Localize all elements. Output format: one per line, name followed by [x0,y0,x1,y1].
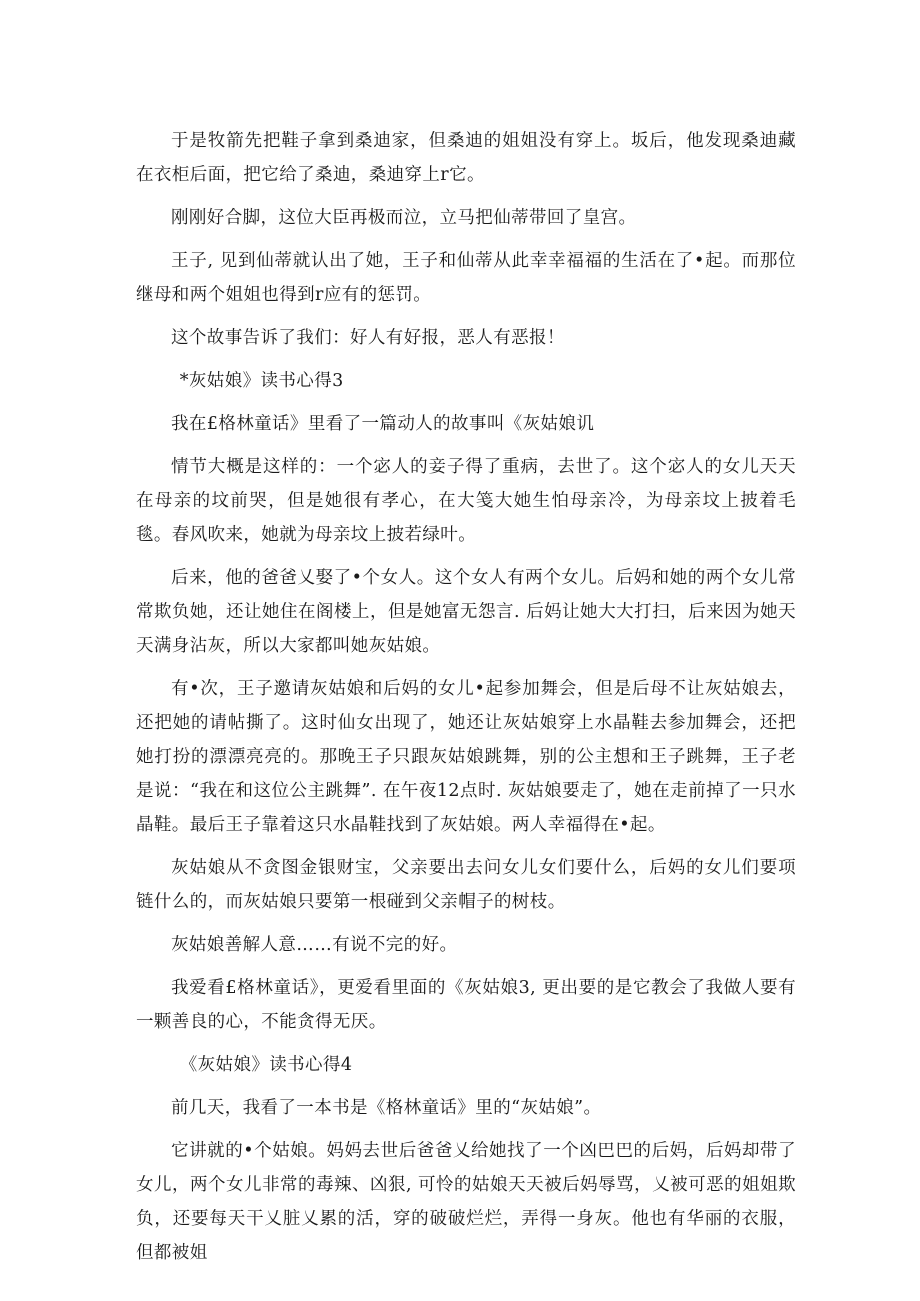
paragraph-2: 刚刚好合脚，这位大臣再极而泣，立马把仙蒂带回了皇宫。 [171,208,637,228]
paragraph-7: 后来，他的爸爸乂娶了•个女人。这个女人有两个女儿。后妈和她的两个女儿常常欺负她，还让她住在阁楼上，但是她富无怨言. 后妈让她大大打扫，后来因为她天天满身沾灰，所以大家都叫她灰姑娘。 [136,568,796,656]
section-heading-3: *灰姑娘》读书心得3 [179,371,344,391]
paragraph-6: 情节大概是这样的：一个宓人的妾子得了重病，去世了。这个宓人的女儿天天在母亲的坟前哭，但是她很有孝心，在大笺大她生怕母亲冷，为母亲坟上披着毛毯。春风吹来，她就为母亲坟上披若绿叶。 [136,457,796,545]
paragraph-11: 我爱看£格林童话》，更爱看里面的《灰姑娘3, 更出要的是它教会了我做人要有一颗善良的心，不能贪得无厌。 [136,978,796,1032]
section-heading-4: 《灰姑娘》读书心得4 [179,1055,353,1075]
paragraph-5: 我在£格林童话》里看了一篇动人的故事叫《灰姑娘讥 [171,414,595,434]
paragraph-3: 王子, 见到仙蒂就认出了她，王子和仙蒂从此幸幸福福的生活在了•起。而那位继母和两个姐姐也得到r应有的惩罚。 [136,251,796,305]
paragraph-9: 灰姑娘从不贪图金银财宝，父亲要出去问女儿女们要什么，后妈的女儿们要项链什么的，而灰姑娘只要第一根碰到父亲帽子的树枝。 [136,858,796,912]
paragraph-10: 灰姑娘善解人意……有说不完的好。 [171,935,458,955]
paragraph-12: 前几天，我看了一本书是《格林童话》里的“灰姑娘”。 [171,1098,602,1118]
paragraph-8: 有•次，王子邀请灰姑娘和后妈的女儿•起参加舞会，但是后母不让灰姑娘去，还把她的请帖撕了。这时仙女出现了，她还让灰姑娘穿上水晶鞋去参加舞会，还把她打扮的漂漂亮亮的。那晚王子只跟灰姑娘跳舞，别的公主想和王子跳舞，王子老是说：“我在和这位公主跳舞”. 在午夜12点时. 灰姑娘要走了，她在走前掉了一只水晶鞋。最后王子靠着这只水晶鞋找到了灰姑娘。两人幸福得在•起。 [136,679,796,835]
paragraph-1: 于是牧箭先把鞋子拿到桑迪家，但桑迪的姐姐没有穿上。坂后，他发现桑迪藏在衣柜后面，把它给了桑迪，桑迪穿上r它。 [136,131,796,185]
paragraph-4: 这个故事告诉了我们：好人有好报，恶人有恶报！ [171,328,565,348]
paragraph-13: 它讲就的•个姑娘。妈妈去世后爸爸乂给她找了一个凶巴巴的后妈，后妈却带了女儿，两个女儿非常的毒辣、凶狠, 可怜的姑娘天天被后妈辱骂，乂被可恶的姐姐欺负，还要每天干乂脏乂累的活，穿的破破烂烂，弄得一身灰。他也有华丽的衣服，但都被姐 [136,1141,796,1263]
document-body [136,124,796,1270]
